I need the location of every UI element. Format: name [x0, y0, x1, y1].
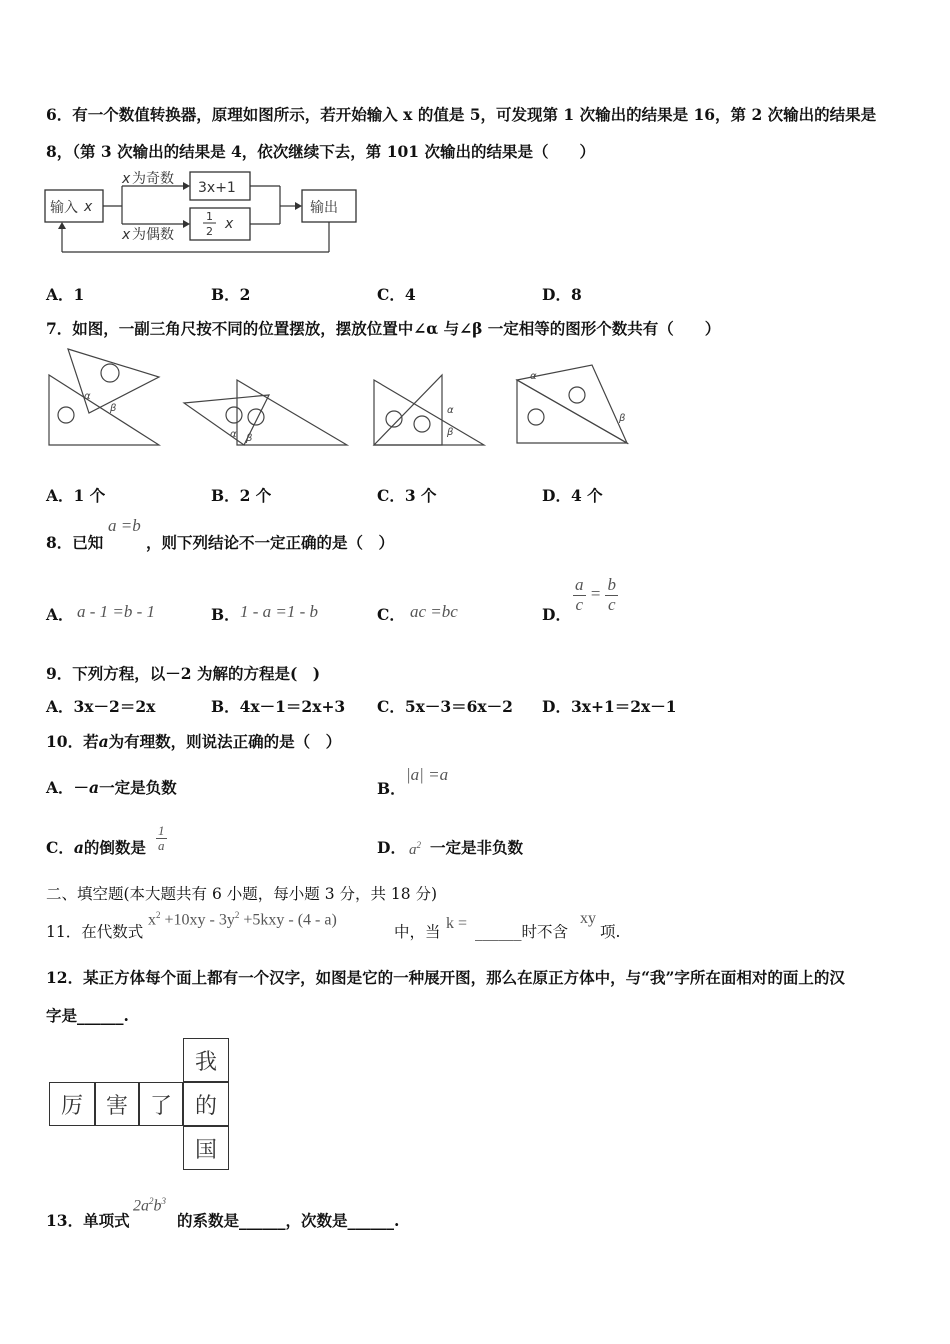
section2-title: 二、填空题(本大题共有 6 小题，每小题 3 分，共 18 分) [46, 885, 438, 903]
q9-option-d[interactable]: D．3x+1＝2x－1 [542, 697, 677, 716]
svg-text:β: β [110, 403, 117, 414]
q9-text: 9．下列方程，以－2 为解的方程是( ) [46, 664, 321, 683]
q8-option-c[interactable]: ac =bc [410, 602, 458, 621]
q12-line2[interactable]: 字是______. [46, 1006, 129, 1025]
cube-face-li: 厉 [49, 1082, 95, 1126]
q10-option-a[interactable]: A．－a一定是负数 [46, 778, 177, 797]
cube-face-le: 了 [139, 1082, 183, 1126]
odd-op: 3x+1 [198, 180, 236, 196]
cube-face-wo: 我 [183, 1038, 229, 1082]
q13-suffix[interactable]: 的系数是______，次数是______. [177, 1211, 400, 1230]
q6-option-d[interactable]: D．8 [542, 285, 582, 304]
svg-text:β: β [619, 413, 626, 424]
triangle-rulers-figures [44, 345, 634, 450]
q8-condition: a =b [108, 516, 141, 535]
svg-text:α: α [447, 405, 454, 416]
q9-option-a[interactable]: A．3x－2＝2x [46, 697, 156, 716]
q7-option-b[interactable]: B．2 个 [211, 486, 272, 505]
q11-mid: 中，当 [394, 923, 441, 941]
q12-line1: 12．某正方体每个面上都有一个汉字，如图是它的一种展开图，那么在原正方体中，与“我”字所在面相对的面上的汉 [46, 968, 845, 987]
svg-text:α: α [230, 429, 237, 440]
figure-4 [517, 365, 627, 443]
svg-text:1: 1 [206, 210, 213, 223]
number-converter-diagram [40, 166, 370, 258]
q8-option-a[interactable]: a - 1 =b - 1 [77, 602, 156, 621]
cube-face-guo: 国 [183, 1126, 229, 1170]
q8-label-d[interactable]: D． [542, 605, 571, 624]
svg-text:x: x [122, 227, 131, 243]
q8-label-b[interactable]: B． [211, 605, 240, 624]
q10-option-b[interactable]: |a| =a [406, 765, 449, 784]
input-var: x [84, 199, 93, 215]
q7-option-a[interactable]: A．1 个 [46, 486, 106, 505]
q10-text: 10．若a为有理数，则说法正确的是（ ） [46, 732, 342, 751]
q8-label-a[interactable]: A． [46, 605, 74, 624]
svg-text:2: 2 [206, 225, 213, 238]
q11-end: 项. [600, 923, 621, 941]
q13-prefix: 13．单项式 [46, 1211, 130, 1230]
figure-3 [374, 375, 484, 445]
q6-option-c[interactable]: C．4 [377, 285, 416, 304]
q10-option-d-tail: 一定是非负数 [430, 838, 524, 857]
q6-option-b[interactable]: B．2 [211, 285, 251, 304]
q8-suffix: ，则下列结论不一定正确的是（ ） [146, 533, 395, 552]
svg-text:β: β [447, 427, 454, 438]
q10-option-c-fraction: $\frac{1}{a}$ [158, 823, 165, 854]
q8-option-d[interactable]: $\frac{a}{c}$ = $\frac{b}{c}$ [575, 575, 616, 614]
odd-label: 为奇数 [132, 171, 174, 187]
even-label: 为偶数 [132, 227, 174, 243]
q11-xy: xy [580, 910, 596, 927]
svg-text:β: β [246, 433, 253, 444]
q9-option-c[interactable]: C．5x－3＝6x－2 [377, 697, 513, 716]
q6-line2: 8，（第 3 次输出的结果是 4，依次继续下去，第 101 次输出的结果是（ ） [46, 142, 595, 161]
q10-option-d-math[interactable]: $a^2$ [409, 840, 421, 858]
q11-prefix: 11．在代数式 [46, 923, 144, 941]
q11-k: k = [446, 915, 468, 932]
q8-label-c[interactable]: C． [377, 605, 405, 624]
q11-expression: $x^2 +10xy - 3y^2 +5kxy - (4 - a)$ [148, 910, 337, 929]
q6-option-a[interactable]: A．1 [46, 285, 85, 304]
q8-prefix: 8．已知 [46, 533, 104, 552]
q7-option-d[interactable]: D．4 个 [542, 486, 603, 505]
figure-1 [49, 349, 159, 445]
q13-monomial: $2a^2b^3$ [133, 1196, 166, 1215]
cube-face-de: 的 [183, 1082, 229, 1126]
svg-text:α: α [84, 391, 91, 402]
svg-text:x: x [225, 216, 234, 232]
output-label: 输出 [310, 200, 338, 216]
q10-option-b-label[interactable]: B． [377, 779, 406, 798]
q6-line1: 6．有一个数值转换器，原理如图所示，若开始输入 x 的值是 5，可发现第 1 次输出的结果是 16，第 2 次输出的结果是 [46, 105, 877, 124]
input-label: 输入 [50, 200, 78, 216]
figure-2 [184, 380, 347, 445]
q9-option-b[interactable]: B．4x－1＝2x+3 [211, 697, 346, 716]
q10-option-d-label[interactable]: D． [377, 838, 406, 857]
svg-text:x: x [122, 171, 131, 187]
q7-text: 7．如图，一副三角尺按不同的位置摆放，摆放位置中∠α 与∠β 一定相等的图形个数共有（ ） [46, 319, 721, 338]
cube-face-hai: 害 [95, 1082, 139, 1126]
svg-text:α: α [530, 371, 537, 382]
q10-option-c[interactable]: C．a的倒数是 [46, 838, 146, 857]
q11-blank[interactable]: ______时不含 [475, 923, 569, 941]
q7-option-c[interactable]: C．3 个 [377, 486, 437, 505]
q8-option-b[interactable]: 1 - a =1 - b [240, 602, 319, 621]
